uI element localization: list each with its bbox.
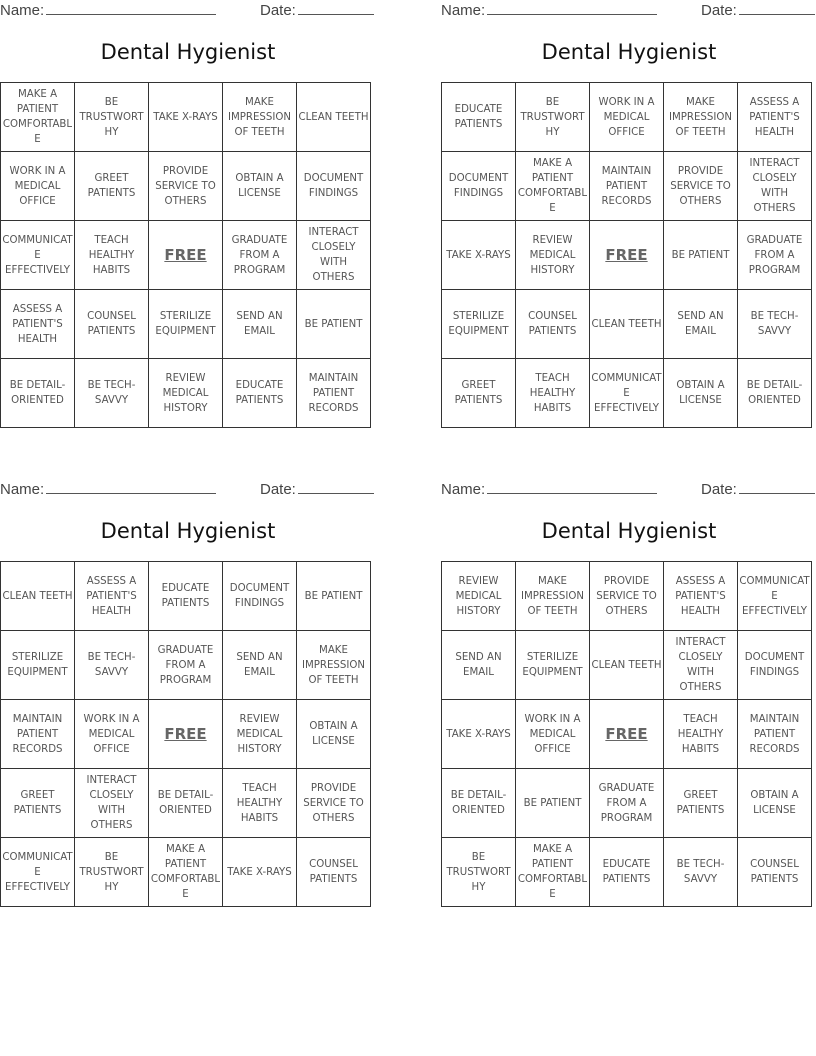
bingo-cell: OBTAIN A LICENSE [297, 700, 371, 769]
bingo-cell: BE DETAIL-ORIENTED [149, 769, 223, 838]
free-space: FREE [149, 700, 223, 769]
bingo-cell: GREET PATIENTS [75, 152, 149, 221]
card-title: Dental Hygienist [100, 519, 276, 543]
bingo-cell: BE TRUSTWORTHY [516, 83, 590, 152]
bingo-cell: BE TECH-SAVVY [75, 631, 149, 700]
bingo-card-2 [441, 0, 816, 440]
bingo-cell: MAINTAIN PATIENT RECORDS [738, 700, 812, 769]
bingo-cell: MAINTAIN PATIENT RECORDS [1, 700, 75, 769]
bingo-cell: BE DETAIL-ORIENTED [738, 359, 812, 428]
date-field [260, 481, 374, 498]
bingo-cell: COMMUNICATE EFFECTIVELY [1, 221, 75, 290]
bingo-cell: COMMUNICATE EFFECTIVELY [738, 562, 812, 631]
bingo-cell: BE TECH-SAVVY [75, 359, 149, 428]
bingo-cell: DOCUMENT FINDINGS [738, 631, 812, 700]
date-blank-line[interactable] [298, 2, 374, 15]
bingo-card-4 [441, 479, 816, 919]
bingo-card-3 [0, 479, 376, 919]
date-label: Date: [260, 481, 296, 498]
bingo-cell: ASSESS A PATIENT'S HEALTH [1, 290, 75, 359]
name-blank-line[interactable] [46, 481, 216, 494]
bingo-cell: CLEAN TEETH [1, 562, 75, 631]
bingo-cell: STERILIZE EQUIPMENT [149, 290, 223, 359]
bingo-cell: TEACH HEALTHY HABITS [75, 221, 149, 290]
bingo-cell: GRADUATE FROM A PROGRAM [223, 221, 297, 290]
bingo-cell: MAKE IMPRESSION OF TEETH [516, 562, 590, 631]
bingo-cell: CLEAN TEETH [590, 631, 664, 700]
bingo-cell: COUNSEL PATIENTS [516, 290, 590, 359]
bingo-cell: PROVIDE SERVICE TO OTHERS [590, 562, 664, 631]
bingo-cell: ASSESS A PATIENT'S HEALTH [664, 562, 738, 631]
bingo-cell: WORK IN A MEDICAL OFFICE [516, 700, 590, 769]
bingo-cell: COUNSEL PATIENTS [738, 838, 812, 907]
bingo-cell: GREET PATIENTS [1, 769, 75, 838]
bingo-cell: CLEAN TEETH [297, 83, 371, 152]
date-label: Date: [260, 2, 296, 19]
bingo-cell: MAKE A PATIENT COMFORTABLE [149, 838, 223, 907]
bingo-cell: REVIEW MEDICAL HISTORY [223, 700, 297, 769]
date-field [260, 2, 374, 19]
bingo-cell: TEACH HEALTHY HABITS [223, 769, 297, 838]
name-blank-line[interactable] [487, 2, 657, 15]
name-label: Name: [441, 2, 486, 19]
bingo-cell: MAKE A PATIENT COMFORTABLE [516, 152, 590, 221]
bingo-cell: GRADUATE FROM A PROGRAM [738, 221, 812, 290]
bingo-cell: MAKE A PATIENT COMFORTABLE [1, 83, 75, 152]
bingo-cell: REVIEW MEDICAL HISTORY [149, 359, 223, 428]
bingo-cell: BE DETAIL-ORIENTED [442, 769, 516, 838]
bingo-cell: DOCUMENT FINDINGS [442, 152, 516, 221]
bingo-cell: SEND AN EMAIL [223, 631, 297, 700]
name-label: Name: [441, 481, 486, 498]
date-label: Date: [701, 481, 737, 498]
name-blank-line[interactable] [487, 481, 657, 494]
bingo-cell: SEND AN EMAIL [223, 290, 297, 359]
bingo-grid [0, 561, 371, 907]
bingo-cell: EDUCATE PATIENTS [223, 359, 297, 428]
bingo-cell: TEACH HEALTHY HABITS [516, 359, 590, 428]
date-blank-line[interactable] [739, 2, 815, 15]
name-label: Name: [0, 2, 45, 19]
bingo-cell: COUNSEL PATIENTS [297, 838, 371, 907]
bingo-cell: PROVIDE SERVICE TO OTHERS [149, 152, 223, 221]
bingo-cell: GRADUATE FROM A PROGRAM [590, 769, 664, 838]
date-field [701, 2, 815, 19]
bingo-cell: BE TECH-SAVVY [738, 290, 812, 359]
bingo-cell: MAINTAIN PATIENT RECORDS [590, 152, 664, 221]
bingo-cell: STERILIZE EQUIPMENT [516, 631, 590, 700]
bingo-grid [441, 82, 812, 428]
name-field [0, 481, 216, 498]
bingo-cell: PROVIDE SERVICE TO OTHERS [664, 152, 738, 221]
bingo-cell: TEACH HEALTHY HABITS [664, 700, 738, 769]
bingo-cell: MAKE IMPRESSION OF TEETH [223, 83, 297, 152]
name-blank-line[interactable] [46, 2, 216, 15]
bingo-cell: INTERACT CLOSELY WITH OTHERS [738, 152, 812, 221]
bingo-cell: ASSESS A PATIENT'S HEALTH [738, 83, 812, 152]
bingo-cell: MAKE IMPRESSION OF TEETH [664, 83, 738, 152]
bingo-cell: BE TECH-SAVVY [664, 838, 738, 907]
bingo-cell: DOCUMENT FINDINGS [223, 562, 297, 631]
bingo-cell: OBTAIN A LICENSE [738, 769, 812, 838]
bingo-cell: TAKE X-RAYS [149, 83, 223, 152]
bingo-cell: EDUCATE PATIENTS [590, 838, 664, 907]
name-field [441, 481, 657, 498]
bingo-cell: WORK IN A MEDICAL OFFICE [1, 152, 75, 221]
bingo-cell: BE PATIENT [516, 769, 590, 838]
bingo-cell: GREET PATIENTS [664, 769, 738, 838]
name-label: Name: [0, 481, 45, 498]
bingo-cell: WORK IN A MEDICAL OFFICE [590, 83, 664, 152]
bingo-cell: BE TRUSTWORTHY [75, 838, 149, 907]
bingo-cell: INTERACT CLOSELY WITH OTHERS [664, 631, 738, 700]
bingo-cell: ASSESS A PATIENT'S HEALTH [75, 562, 149, 631]
bingo-cell: REVIEW MEDICAL HISTORY [516, 221, 590, 290]
bingo-cell: MAKE IMPRESSION OF TEETH [297, 631, 371, 700]
bingo-cell: COMMUNICATE EFFECTIVELY [590, 359, 664, 428]
bingo-cell: INTERACT CLOSELY WITH OTHERS [297, 221, 371, 290]
bingo-cell: BE DETAIL-ORIENTED [1, 359, 75, 428]
bingo-cell: EDUCATE PATIENTS [442, 83, 516, 152]
bingo-cell: WORK IN A MEDICAL OFFICE [75, 700, 149, 769]
bingo-cell: INTERACT CLOSELY WITH OTHERS [75, 769, 149, 838]
bingo-cell: EDUCATE PATIENTS [149, 562, 223, 631]
date-label: Date: [701, 2, 737, 19]
bingo-cell: COMMUNICATE EFFECTIVELY [1, 838, 75, 907]
name-field [0, 2, 216, 19]
name-field [441, 2, 657, 19]
free-space: FREE [590, 700, 664, 769]
date-blank-line[interactable] [298, 481, 374, 494]
bingo-cell: OBTAIN A LICENSE [664, 359, 738, 428]
free-space: FREE [590, 221, 664, 290]
bingo-cell: TAKE X-RAYS [442, 700, 516, 769]
bingo-cell: SEND AN EMAIL [442, 631, 516, 700]
bingo-cell: REVIEW MEDICAL HISTORY [442, 562, 516, 631]
bingo-cell: OBTAIN A LICENSE [223, 152, 297, 221]
bingo-cell: BE PATIENT [297, 290, 371, 359]
card-title: Dental Hygienist [541, 40, 717, 64]
bingo-cell: MAINTAIN PATIENT RECORDS [297, 359, 371, 428]
bingo-cell: CLEAN TEETH [590, 290, 664, 359]
free-space: FREE [149, 221, 223, 290]
bingo-cell: PROVIDE SERVICE TO OTHERS [297, 769, 371, 838]
date-field [701, 481, 815, 498]
bingo-cell: BE TRUSTWORTHY [442, 838, 516, 907]
bingo-cell: TAKE X-RAYS [223, 838, 297, 907]
card-title: Dental Hygienist [100, 40, 276, 64]
bingo-cell: BE PATIENT [664, 221, 738, 290]
bingo-cell: MAKE A PATIENT COMFORTABLE [516, 838, 590, 907]
bingo-grid [0, 82, 371, 428]
card-title: Dental Hygienist [541, 519, 717, 543]
bingo-cell: SEND AN EMAIL [664, 290, 738, 359]
bingo-cell: STERILIZE EQUIPMENT [1, 631, 75, 700]
bingo-cell: STERILIZE EQUIPMENT [442, 290, 516, 359]
bingo-card-1 [0, 0, 376, 440]
date-blank-line[interactable] [739, 481, 815, 494]
bingo-cell: GRADUATE FROM A PROGRAM [149, 631, 223, 700]
bingo-cell: DOCUMENT FINDINGS [297, 152, 371, 221]
bingo-cell: GREET PATIENTS [442, 359, 516, 428]
bingo-cell: TAKE X-RAYS [442, 221, 516, 290]
bingo-cell: BE TRUSTWORTHY [75, 83, 149, 152]
bingo-grid [441, 561, 812, 907]
bingo-cell: COUNSEL PATIENTS [75, 290, 149, 359]
bingo-cell: BE PATIENT [297, 562, 371, 631]
